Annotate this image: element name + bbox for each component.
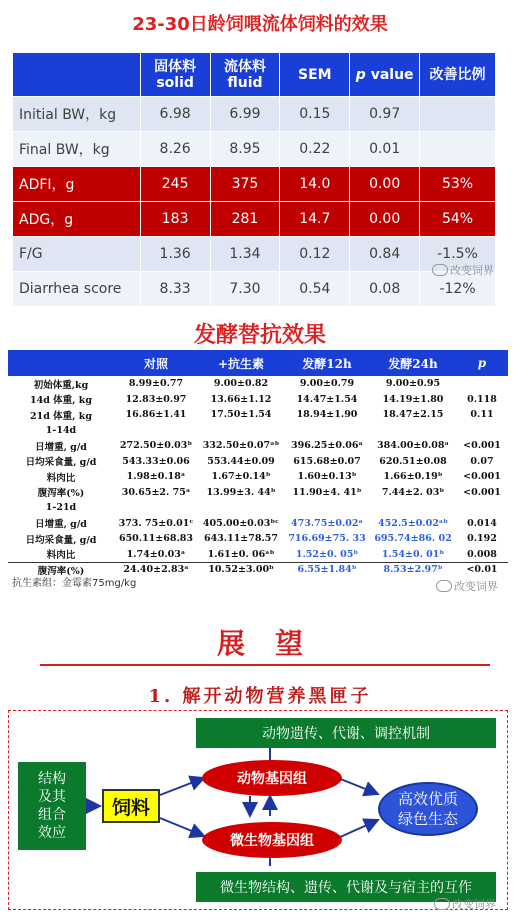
row-label: 初始体重,kg bbox=[33, 379, 89, 391]
cell-value: 373. 75±0.01ᶜ bbox=[118, 517, 194, 529]
watermark: 改变饲界 bbox=[434, 896, 496, 912]
antibiotic-note: 抗生素组：金霉素75mg/kg bbox=[12, 578, 137, 589]
watermark: 改变饲界 bbox=[436, 578, 498, 594]
cell-improve: 54% bbox=[420, 202, 496, 237]
header-pvalue: p value bbox=[350, 53, 420, 97]
row-label: 料肉比 bbox=[46, 472, 76, 484]
cell-solid: 245 bbox=[140, 167, 210, 202]
cell-value: 0.014 bbox=[467, 517, 497, 529]
cell-value: 396.25±0.06ᵃ bbox=[291, 440, 363, 452]
cell-improve: -12% bbox=[420, 272, 496, 307]
cell-value: 1.98±0.18ᵃ bbox=[126, 471, 186, 483]
structure-box: 结构 及其 组合 效应 bbox=[18, 762, 86, 850]
feed-box: 饲料 bbox=[102, 789, 160, 823]
cell-value: 14.47±1.54 bbox=[296, 393, 358, 405]
cell-value: 8.53±2.97ᵇ bbox=[383, 564, 443, 576]
cell-value: 9.00±0.95 bbox=[385, 378, 441, 390]
cell-fluid: 281 bbox=[210, 202, 280, 237]
cell-value: 0.192 bbox=[467, 533, 497, 545]
outlook-title: 展望 bbox=[216, 627, 333, 660]
cell-value: 615.68±0.07 bbox=[293, 455, 361, 467]
animal-genome-ellipse: 动物基因组 bbox=[202, 760, 342, 796]
header-control: 对照 bbox=[114, 350, 198, 376]
arrow-feed-to-animal bbox=[160, 778, 204, 795]
row-label: 1-14d bbox=[45, 424, 77, 436]
cell-label: ADG，g bbox=[13, 202, 141, 237]
cell-value: 9.00±0.82 bbox=[213, 378, 269, 390]
cell-sem: 0.54 bbox=[280, 272, 350, 307]
cell-label: Diarrhea score bbox=[13, 272, 141, 307]
cell-value: 13.99±3. 44ᵇ bbox=[206, 486, 276, 498]
row-label: 日均采食量, g/d bbox=[25, 534, 97, 546]
cell-value: 384.00±0.08ᵃ bbox=[377, 440, 449, 452]
cell-value: 1.52±0. 05ᵇ bbox=[295, 548, 359, 560]
cell-value: 716.69±75. 33 bbox=[288, 533, 366, 545]
cell-improve: 53% bbox=[420, 167, 496, 202]
header-sem: SEM bbox=[280, 53, 350, 97]
cell-value: 6.55±1.84ᵇ bbox=[297, 564, 357, 576]
cell-value: 8.99±0.77 bbox=[128, 378, 184, 390]
header-solid: 固体料 solid bbox=[140, 53, 210, 97]
header-antibiotic: +抗生素 bbox=[198, 350, 284, 376]
section2-title: 发酵替抗效果 bbox=[193, 323, 326, 348]
cell-value: 643.11±78.57 bbox=[203, 533, 279, 545]
cell-sem: 0.12 bbox=[280, 237, 350, 272]
header-p: p bbox=[456, 350, 508, 376]
wechat-icon bbox=[434, 898, 450, 910]
microbe-interaction-box: 微生物结构、遗传、代谢及与宿主的互作 bbox=[196, 872, 496, 902]
cell-label: ADFI，g bbox=[13, 167, 141, 202]
cell-value: 9.00±0.79 bbox=[299, 378, 355, 390]
cell-label: Final BW，kg bbox=[13, 132, 141, 167]
cell-fluid: 8.95 bbox=[210, 132, 280, 167]
cell-value: 12.83±0.97 bbox=[125, 393, 187, 405]
cell-p: 0.00 bbox=[350, 167, 420, 202]
cell-sem: 0.22 bbox=[280, 132, 350, 167]
cell-fluid: 1.34 bbox=[210, 237, 280, 272]
header-improve: 改善比例 bbox=[420, 53, 496, 97]
cell-value: 405.00±0.03ᵇᶜ bbox=[202, 517, 280, 529]
row-label: 日增重, g/d bbox=[35, 519, 87, 531]
cell-fluid: 375 bbox=[210, 167, 280, 202]
cell-value: 0.11 bbox=[470, 409, 494, 421]
arrow-microbe-to-result bbox=[338, 820, 378, 838]
cell-value: 452.5±0.02ᵃᵇ bbox=[377, 517, 448, 529]
cell-value: 18.47±2.15 bbox=[382, 409, 444, 421]
cell-value: 695.74±86. 02 bbox=[374, 533, 452, 545]
cell-value: 1.74±0.03ᵃ bbox=[126, 548, 186, 560]
cell-value: <0.001 bbox=[463, 486, 501, 498]
cell-value: 1.67±0.14ᵇ bbox=[211, 471, 271, 483]
cell-fluid: 6.99 bbox=[210, 97, 280, 132]
header-fluid: 流体料 fluid bbox=[210, 53, 280, 97]
cell-p: 0.01 bbox=[350, 132, 420, 167]
cell-improve: -1.5% bbox=[420, 237, 496, 272]
cell-value: 1.60±0.13ᵇ bbox=[297, 471, 357, 483]
row-label: 日均采食量, g/d bbox=[25, 457, 97, 469]
cell-value: 14.19±1.80 bbox=[382, 393, 444, 405]
row-label: 日增重, g/d bbox=[35, 441, 87, 453]
row-label: 14d 体重, kg bbox=[29, 395, 92, 407]
header-ferment24h: 发酵24h bbox=[370, 350, 456, 376]
cell-value: 620.51±0.08 bbox=[379, 455, 447, 467]
cell-value: 553.44±0.09 bbox=[207, 455, 275, 467]
cell-label: F/G bbox=[13, 237, 141, 272]
cell-value: 24.40±2.83ᵃ bbox=[123, 564, 189, 576]
result-oval: 高效优质 绿色生态 bbox=[378, 782, 478, 836]
cell-value: 0.118 bbox=[467, 393, 497, 405]
cell-sem: 0.15 bbox=[280, 97, 350, 132]
row-label: 腹泻率(%) bbox=[37, 488, 85, 500]
cell-value: 7.44±2. 03ᵇ bbox=[381, 486, 445, 498]
genetics-box: 动物遗传、代谢、调控机制 bbox=[196, 718, 496, 748]
arrow-animal-to-result bbox=[338, 778, 378, 794]
cell-solid: 183 bbox=[140, 202, 210, 237]
cell-value: <0.001 bbox=[463, 440, 501, 452]
cell-value: 11.90±4. 41ᵇ bbox=[292, 486, 362, 498]
cell-value: 13.66±1.12 bbox=[210, 393, 272, 405]
row-label: 料肉比 bbox=[46, 550, 76, 562]
cell-value: 1.61±0. 06ᵃᵇ bbox=[207, 548, 275, 560]
watermark: 改变饲界 bbox=[432, 262, 494, 278]
cell-value: 10.52±3.00ᵇ bbox=[208, 564, 274, 576]
cell-value: 1.66±0.19ᵇ bbox=[383, 471, 443, 483]
cell-solid: 6.98 bbox=[140, 97, 210, 132]
header-ferment12h: 发酵12h bbox=[284, 350, 370, 376]
row-label: 21d 体重, kg bbox=[29, 410, 92, 422]
cell-fluid: 7.30 bbox=[210, 272, 280, 307]
cell-value: 17.50±1.54 bbox=[210, 409, 272, 421]
cell-p: 0.84 bbox=[350, 237, 420, 272]
cell-sem: 14.7 bbox=[280, 202, 350, 237]
cell-value: 1.54±0. 01ᵇ bbox=[381, 548, 445, 560]
row-label: 腹泻率(%) bbox=[37, 565, 85, 577]
cell-value: 16.86±1.41 bbox=[125, 409, 187, 421]
cell-label: Initial BW，kg bbox=[13, 97, 141, 132]
cell-value: 30.65±2. 75ᵃ bbox=[121, 486, 191, 498]
cell-p: 0.08 bbox=[350, 272, 420, 307]
section1-title: 23-30日龄饲喂流体饲料的效果 bbox=[132, 14, 388, 35]
cell-value: 18.94±1.90 bbox=[296, 409, 358, 421]
cell-value: 650.11±68.83 bbox=[118, 533, 194, 545]
cell-value: 272.50±0.03ᵇ bbox=[119, 440, 193, 452]
cell-value: 0.07 bbox=[470, 455, 494, 467]
cell-sem: 14.0 bbox=[280, 167, 350, 202]
cell-solid: 8.26 bbox=[140, 132, 210, 167]
cell-value: 332.50±0.07ᵃᵇ bbox=[202, 440, 280, 452]
cell-value: <0.001 bbox=[463, 471, 501, 483]
cell-value: 543.33±0.06 bbox=[122, 455, 190, 467]
cell-solid: 8.33 bbox=[140, 272, 210, 307]
cell-value: <0.01 bbox=[466, 564, 498, 576]
microbe-genome-ellipse: 微生物基因组 bbox=[202, 822, 342, 858]
arrow-feed-to-microbe bbox=[160, 818, 204, 836]
cell-value: 473.75±0.02ᵃ bbox=[291, 517, 363, 529]
cell-p: 0.00 bbox=[350, 202, 420, 237]
cell-p: 0.97 bbox=[350, 97, 420, 132]
outlook-subtitle: 1. 解开动物营养黑匣子 bbox=[148, 686, 372, 707]
row-label: 1-21d bbox=[45, 502, 77, 514]
cell-solid: 1.36 bbox=[140, 237, 210, 272]
cell-value: 0.008 bbox=[467, 548, 497, 560]
